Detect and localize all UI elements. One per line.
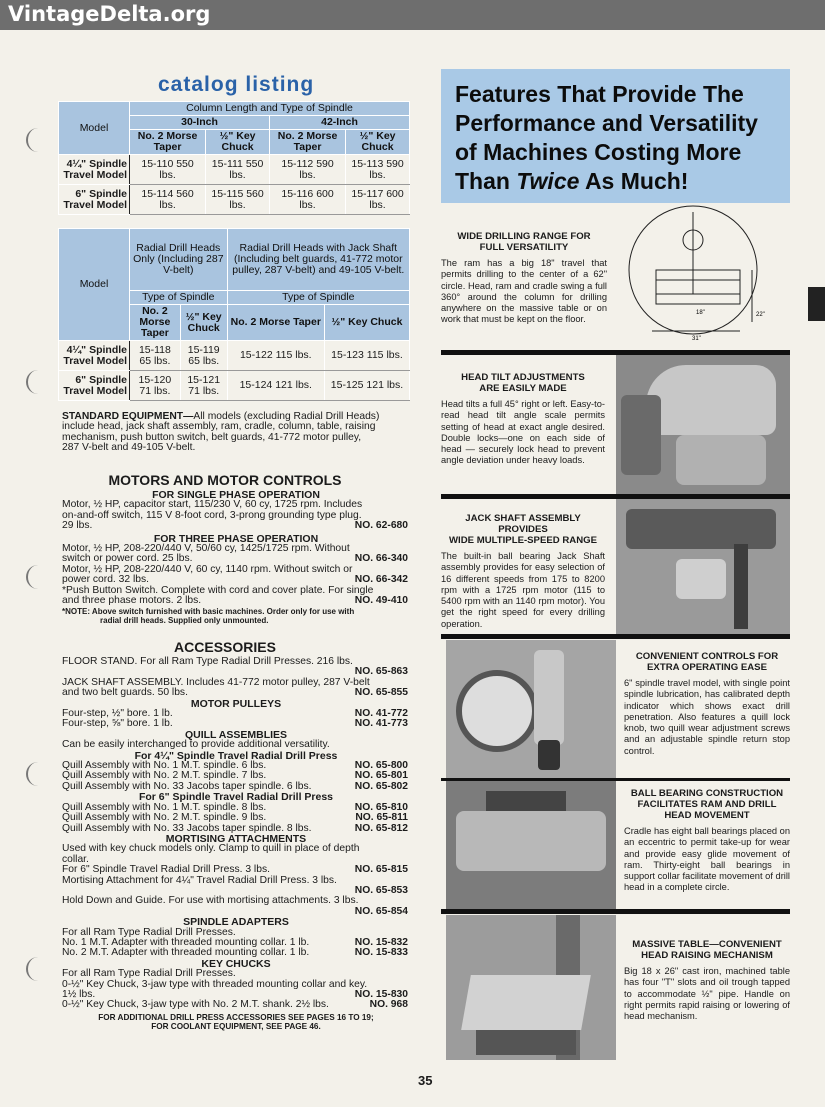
table-cell: 15-123 115 lbs. <box>324 341 409 371</box>
part-number: NO. 65-815 <box>354 864 408 876</box>
row-label: 6" Spindle Travel Model <box>59 371 130 401</box>
row-label: 6" Spindle Travel Model <box>59 185 130 215</box>
part-number: NO. 65-811 <box>355 812 408 824</box>
note-line: radial drill heads. Supplied only unmounted. <box>100 616 269 626</box>
text-line: For 6" Spindle Travel Radial Drill Press. 3 lbs. <box>62 864 270 876</box>
table-cell: 15-125 121 lbs. <box>324 371 409 401</box>
feature-heading: WIDE MULTIPLE-SPEED RANGE <box>449 535 597 546</box>
feature-ball-bearing <box>624 788 790 894</box>
table-cell: 15-113 590 lbs. <box>346 155 410 185</box>
text-line: Four-step, ⅝" bore. 1 lb. <box>62 718 173 730</box>
table-cell: 15-119 65 lbs. <box>180 341 227 371</box>
col-header: ½" Key Chuck <box>346 130 410 155</box>
col-header: ½" Key Chuck <box>180 305 227 341</box>
text-line: power cord. 32 lbs. <box>62 574 149 586</box>
footnote-line: FOR ADDITIONAL DRILL PRESS ACCESSORIES SEE PAGES 16 TO 19; <box>98 1012 374 1022</box>
subheading: QUILL ASSEMBLIES <box>184 728 288 741</box>
subheading: For 6" Spindle Travel Radial Drill Press <box>138 791 334 804</box>
text-line: For all Ram Type Radial Drill Presses. <box>62 926 236 938</box>
feature-heading: FULL VERSATILITY <box>479 242 569 253</box>
part-number: NO. 15-833 <box>354 947 408 959</box>
standard-equipment <box>62 412 412 454</box>
page-number: 35 <box>418 1073 433 1088</box>
table-cell: 15-121 71 lbs. <box>180 371 227 401</box>
text-line: 287 V-belt and 49-105 V-belt. <box>62 442 196 454</box>
feature-head-tilt <box>441 372 605 467</box>
model-header: Model <box>59 102 130 155</box>
text-line: Quill Assembly with No. 2 M.T. spindle. 9 lbs. <box>62 812 267 824</box>
feature-heading: MASSIVE TABLE—CONVENIENT <box>632 939 782 950</box>
col-header: No. 2 Morse Taper <box>269 130 345 155</box>
std-label: STANDARD EQUIPMENT— <box>62 411 194 422</box>
controls-photo <box>446 640 616 780</box>
text-line: All models (excluding Radial Drill Heads) <box>193 411 380 422</box>
text-line: Quill Assembly with No. 33 Jacobs taper spindle. 8 lbs. <box>62 822 312 834</box>
feature-heading: HEAD MOVEMENT <box>664 810 750 821</box>
divider <box>441 909 790 914</box>
features-title <box>455 80 785 196</box>
with-shaft-header: Radial Drill Heads with Jack Shaft (Including belt guards, 41-772 motor pulley, 287 V-belt) and 49-105 V-belt. <box>227 229 409 291</box>
binder-hole <box>26 762 50 786</box>
feature-heading: HEAD RAISING MECHANISM <box>641 950 773 961</box>
col-header: No. 2 Morse Taper <box>130 305 181 341</box>
table-cell: 15-114 560 lbs. <box>130 185 206 215</box>
accessories-section <box>62 657 410 1032</box>
part-number: NO. 65-800 <box>354 760 408 772</box>
feature-wide-drilling <box>441 231 607 326</box>
feature-heading: FACILITATES RAM AND DRILL <box>637 799 777 810</box>
text-line: FLOOR STAND. For all Ram Type Radial Drill Presses. 216 lbs. <box>62 656 353 667</box>
col-42-inch: 42-Inch <box>269 116 409 130</box>
binder-hole <box>26 957 50 981</box>
table-cell: 15-115 560 lbs. <box>206 185 270 215</box>
table-cell: 15-117 600 lbs. <box>346 185 410 215</box>
part-number: NO. 968 <box>369 999 408 1011</box>
part-number: NO. 65-863 <box>354 666 408 678</box>
feature-text: The built-in ball bearing Jack Shaft assembly provides for easy selection of 16 different speeds from 175 to 8200 rpm with a 1725 rpm motor (115 to 5400 rpm with an 1140 rpm motor). You get the right speed for every drilling operation. <box>441 551 605 629</box>
part-number: NO. 41-773 <box>354 718 408 730</box>
part-number: NO. 62-680 <box>354 520 408 532</box>
text-line: Motor, ½ HP, 208-220/440 V, 60 cy, 1140 rpm. Without switch or <box>62 563 353 575</box>
subheading: FOR SINGLE PHASE OPERATION <box>152 489 320 501</box>
feature-text: The ram has a big 18" travel that permits drilling to the center of a 62" circle. Head, ram and cradle swing a full 360° around the column for drilling anywhere on the massive table or on work that must be kept on the floor. <box>441 258 607 325</box>
title-line: of Machines Costing More <box>455 139 742 165</box>
col-header: No. 2 Morse Taper <box>130 130 206 155</box>
text-line: Quill Assembly with No. 33 Jacobs taper spindle. 6 lbs. <box>62 780 312 792</box>
text-line: mechanism, push button switch, belt guards, 41-772 motor pulley, <box>62 431 362 443</box>
text-line: Motor, ½ HP, 208-220/440 V, 50/60 cy, 1425/1725 rpm. Without <box>62 543 350 555</box>
text-line: include head, jack shaft assembly, ram, cradle, column, table, raising <box>62 421 376 433</box>
motors-section <box>62 490 410 625</box>
part-number: NO. 65-801 <box>354 770 408 782</box>
accessories-heading: ACCESSORIES <box>174 639 276 655</box>
title-part: Than <box>455 168 517 194</box>
feature-text: 6" spindle travel model, with single point spindle lubrication, has calibrated depth indicator which shows exact drill penetration. Also features a quill lock knob, two quill wear adjustment screws and an adjustable spindle return stop control. <box>624 678 790 756</box>
text-line: 1½ lbs. <box>62 989 96 1000</box>
table-photo <box>446 915 616 1060</box>
table-cell: 15-116 600 lbs. <box>269 185 345 215</box>
feature-heading: BALL BEARING CONSTRUCTION <box>630 788 784 799</box>
text-line: Four-step, ½" bore. 1 lb. <box>62 708 173 720</box>
col-header: ½" Key Chuck <box>206 130 270 155</box>
text-line: For all Ram Type Radial Drill Presses. <box>62 968 236 980</box>
site-banner <box>0 0 825 30</box>
part-number: NO. 41-772 <box>354 708 408 720</box>
model-header: Model <box>59 229 130 341</box>
col-header: No. 2 Morse Taper <box>227 305 324 341</box>
feature-heading: ARE EASILY MADE <box>479 383 567 394</box>
title-line: Features That Provide The <box>455 81 744 107</box>
catalog-table-2 <box>58 228 410 401</box>
title-italic: Twice <box>516 168 580 194</box>
note-line: *NOTE: Above switch furnished with basic machines. Order only for use with <box>62 607 355 617</box>
type-header: Type of Spindle <box>130 291 228 305</box>
table-cell: 15-118 65 lbs. <box>130 341 181 371</box>
catalog-title: catalog listing <box>158 73 315 96</box>
heads-only-header: Radial Drill Heads Only (Including 287 V-belt) <box>130 229 228 291</box>
feature-text: Head tilts a full 45° right or left. Easy-to-read head tilt angle scale permits setting of head at exact angle desired. Double locks—one on each side of head — securely lock head to prevent angle deviation under heavy loads. <box>441 399 605 466</box>
part-number: NO. 65-810 <box>354 801 408 813</box>
binder-hole <box>26 565 50 589</box>
feature-text: Cradle has eight ball bearings placed on an eccentric to permit take-up for wear and provide easy glide movement of ram. Thirty-eight ball bearings in support collar facilitate movement of drill head in a complete circle. <box>624 826 790 893</box>
head-tilt-photo <box>616 355 790 495</box>
part-number: NO. 15-830 <box>354 989 408 1000</box>
part-number: NO. 65-854 <box>354 905 408 917</box>
part-number: NO. 66-342 <box>354 574 408 586</box>
text-line: Mortising Attachment for 4¼" Travel Radial Drill Press. 3 lbs. <box>62 874 337 886</box>
feature-heading: JACK SHAFT ASSEMBLY PROVIDES <box>465 513 581 535</box>
text-line: collar. <box>62 853 89 865</box>
title-part: As Much! <box>579 168 689 194</box>
table-cell: 15-112 590 lbs. <box>269 155 345 185</box>
dim-label: 18" <box>696 310 705 316</box>
text-line: Used with key chuck models only. Clamp to quill in place of depth <box>62 843 360 855</box>
site-label[interactable]: VintageDelta.org <box>8 2 211 26</box>
subheading: MORTISING ATTACHMENTS <box>165 832 307 845</box>
title-line: Performance and Versatility <box>455 110 758 136</box>
jack-shaft-photo <box>616 499 790 634</box>
text-line: Can be easily interchanged to provide additional versatility. <box>62 739 330 751</box>
text-line: No. 2 M.T. Adapter with threaded mounting collar. 1 lb. <box>62 947 310 959</box>
subheading: FOR THREE PHASE OPERATION <box>153 532 319 545</box>
subheading: For 4¼" Spindle Travel Radial Drill Press <box>134 749 338 762</box>
dim-label: 22" <box>756 312 765 318</box>
catalog-table-1 <box>58 101 410 215</box>
part-number: NO. 65-853 <box>354 884 408 896</box>
table-cell: 15-120 71 lbs. <box>130 371 181 401</box>
text-line: 29 lbs. <box>62 520 93 532</box>
binder-hole <box>26 370 50 394</box>
motors-heading: MOTORS AND MOTOR CONTROLS <box>108 472 342 488</box>
footnote-line: FOR COOLANT EQUIPMENT, SEE PAGE 46. <box>151 1022 321 1032</box>
text-line: No. 1 M.T. Adapter with threaded mounting collar. 1 lb. <box>62 936 310 948</box>
feature-massive-table <box>624 939 790 1022</box>
part-number: NO. 65-855 <box>354 687 408 699</box>
text-line: and two belt guards. 50 lbs. <box>62 687 188 699</box>
text-line: Quill Assembly with No. 1 M.T. spindle. 6 lbs. <box>62 760 267 772</box>
feature-text: Big 18 x 26" cast iron, machined table has four "T" slots and oil trough tapped to accommodate ½" pipe. Handle on right permits rapid raising or lowering of head mechanism. <box>624 966 790 1022</box>
row-label: 4¼" Spindle Travel Model <box>59 155 130 185</box>
text-line: *Push Button Switch. Complete with cord and cover plate. For single <box>62 584 374 596</box>
text-line: Quill Assembly with No. 1 M.T. spindle. 8 lbs. <box>62 801 267 813</box>
text-line: Quill Assembly with No. 2 M.T. spindle. 7 lbs. <box>62 770 267 782</box>
subheading: SPINDLE ADAPTERS <box>183 916 289 929</box>
subheading: KEY CHUCKS <box>201 957 271 970</box>
row-label: 4¼" Spindle Travel Model <box>59 341 130 371</box>
table1-top-header: Column Length and Type of Spindle <box>130 102 410 116</box>
table-cell: 15-111 550 lbs. <box>206 155 270 185</box>
feature-heading: WIDE DRILLING RANGE FOR <box>457 231 591 242</box>
feature-heading: HEAD TILT ADJUSTMENTS <box>461 372 585 383</box>
binder-hole <box>26 128 50 152</box>
table-cell: 15-110 550 lbs. <box>130 155 206 185</box>
text-line: 0-½" Key Chuck, 3-jaw type with threaded mounting collar and key. <box>62 978 368 990</box>
page-tab <box>808 287 825 321</box>
table-cell: 15-122 115 lbs. <box>227 341 324 371</box>
feature-heading: EXTRA OPERATING EASE <box>647 662 767 673</box>
divider <box>441 634 790 639</box>
part-number: NO. 65-802 <box>354 780 408 792</box>
feature-heading: CONVENIENT CONTROLS FOR <box>635 651 779 662</box>
ball-bearing-photo <box>446 781 616 909</box>
table-cell: 15-124 121 lbs. <box>227 371 324 401</box>
part-number: NO. 15-832 <box>354 936 408 948</box>
feature-controls <box>624 651 790 757</box>
part-number: NO. 66-340 <box>354 553 408 565</box>
text-line: and three phase motors. 2 lbs. <box>62 595 202 607</box>
type-header: Type of Spindle <box>227 291 409 305</box>
col-30-inch: 30-Inch <box>130 116 270 130</box>
text-line: Hold Down and Guide. For use with mortising attachments. 3 lbs. <box>62 895 359 907</box>
subheading: MOTOR PULLEYS <box>190 697 282 710</box>
dim-label: 31" <box>692 336 701 342</box>
col-header: ½" Key Chuck <box>324 305 409 341</box>
text-line: Motor, ½ HP, capacitor start, 115/230 V, 60 cy, 1725 rpm. Includes <box>62 499 363 511</box>
text-line: on-and-off switch, 115 V 8-foot cord, 3-prong grounding type plug. <box>62 509 362 521</box>
text-line: JACK SHAFT ASSEMBLY. Includes 41-772 motor pulley, 287 V-belt <box>62 676 370 688</box>
text-line: 0-½" Key Chuck, 3-jaw type with No. 2 M.T. shank. 2½ lbs. <box>62 999 329 1011</box>
part-number: NO. 65-812 <box>354 822 408 834</box>
text-line: switch or power cord. 25 lbs. <box>62 553 193 565</box>
part-number: NO. 49-410 <box>354 595 408 607</box>
drilling-range-diagram <box>612 204 774 344</box>
feature-jack-shaft <box>441 513 605 630</box>
